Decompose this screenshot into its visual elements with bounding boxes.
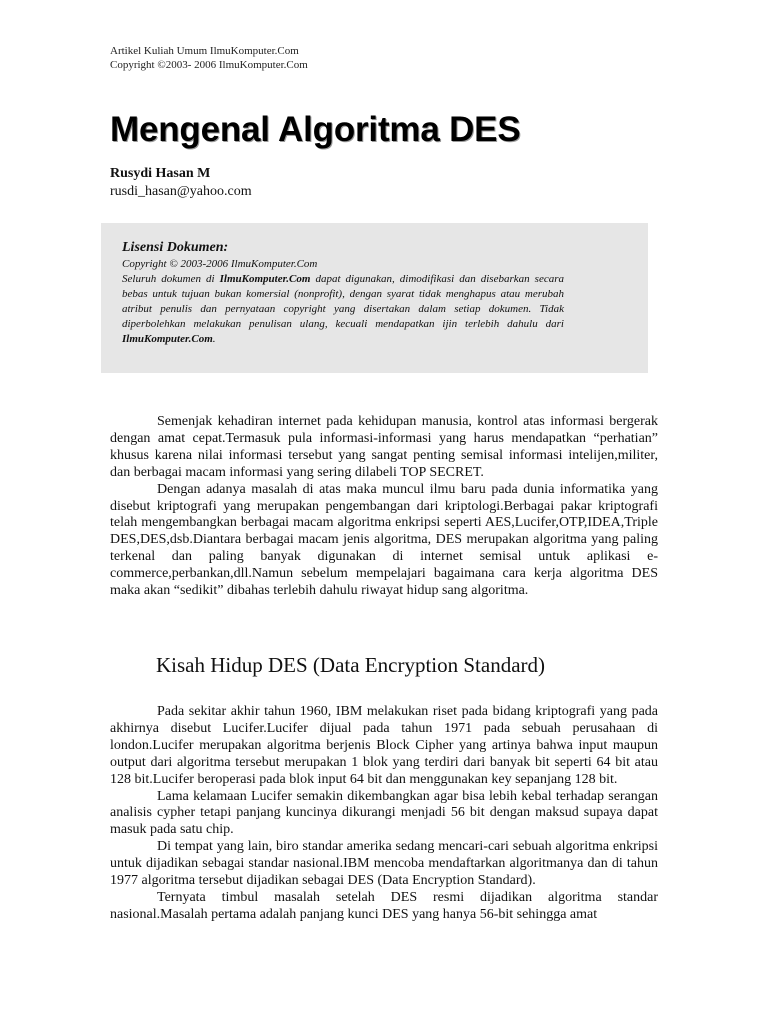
section-paragraph-3: Di tempat yang lain, biro standar amerika sedang mencari-cari sebuah algoritma enkripsi untuk dijadikan sebagai standar nasional.IBM mencoba mendaftarkan algoritmanya dan di tahun 1977 algoritma tersebut dijadikan sebagai DES (Data Encryption Standard). — [110, 839, 658, 889]
intro-section — [110, 414, 658, 600]
license-text-part: Seluruh dokumen di — [122, 273, 220, 285]
header-line-2: Copyright ©2003- 2006 IlmuKomputer.Com — [110, 59, 308, 71]
author-name: Rusydi Hasan M — [110, 166, 211, 181]
author-email: rusdi_hasan@yahoo.com — [110, 184, 252, 199]
intro-paragraph-1: Semenjak kehadiran internet pada kehidupan manusia, kontrol atas informasi bergerak dengan amat cepat.Termasuk pula informasi-informasi yang harus mendapatkan “perhatian” khusus karena nilai informasi tersebut yang sangat penting semisal informasi intelijen,militer, dan berbagai macam informasi yang sering dilabeli TOP SECRET. — [110, 414, 658, 480]
license-box — [101, 223, 648, 373]
section-heading: Kisah Hidup DES (Data Encryption Standard) — [156, 653, 546, 677]
license-brand-2: IlmuKomputer.Com — [122, 333, 213, 345]
article-title: Mengenal Algoritma DES — [110, 110, 521, 149]
license-brand-1: IlmuKomputer.Com — [219, 273, 311, 285]
intro-paragraph-2: Dengan adanya masalah di atas maka muncul ilmu baru pada dunia informatika yang disebut kriptografi yang merupakan pengembangan dari kriptologi.Berbagai pakar kriptografi telah mengembangkan berbagai macam algoritma enkripsi seperti AES,Lucifer,OTP,IDEA,Triple DES,DES,dsb.Diantara berbagai macam jenis algoritma, DES merupakan algoritma yang paling terkenal dan paling banyak digunakan di internet semisal untuk aplikasi e-commerce,perbankan,dll.Namun sebelum mempelajari bagaimana cara kerja algoritma DES maka akan “sedikit” dibahas terlebih dahulu riwayat hidup sang algoritma. — [110, 481, 658, 599]
header-line-1: Artikel Kuliah Umum IlmuKomputer.Com — [110, 45, 299, 57]
license-title: Lisensi Dokumen: — [122, 240, 229, 255]
author-block — [110, 165, 252, 201]
license-text — [122, 272, 564, 347]
section-paragraph-1: Pada sekitar akhir tahun 1960, IBM melakukan riset pada bidang kriptografi yang pada akhirnya disebut Lucifer.Lucifer dijual pada tahun 1971 pada sebuah perusahaan di london.Lucifer merupakan algoritma berjenis Block Cipher yang artinya bahwa input maupun output dari algoritma tersebut merupakan 1 blok yang terdiri dari banyak bit seperti 64 bit atau 128 bit.Lucifer beroperasi pada blok input 64 bit dan menggunakan key sepanjang 128 bit. — [110, 704, 658, 787]
license-text-part: dapat digunakan, dimodifikasi dan disebarkan secara bebas untuk tujuan bukan komersial (nonprofit), dengan syarat tidak menghapus atau merubah atribut penulis dan pernyataan copyright yang disertakan dalam setiap dokumen. Tidak diperbolehkan melakukan penulisan ulang, kecuali mendapatkan ijin terlebih dahulu dari — [122, 273, 565, 330]
page-header — [110, 44, 308, 72]
section-paragraph-2: Lama kelamaan Lucifer semakin dikembangkan agar bisa lebih kebal terhadap serangan analisis cypher tetapi panjang kuncinya dikurangi menjadi 56 bit dengan maksud supaya dapat masuk pada satu chip. — [110, 788, 658, 838]
section-body — [110, 704, 658, 924]
section-paragraph-4: Ternyata timbul masalah setelah DES resmi dijadikan algoritma standar nasional.Masalah pertama adalah panjang kunci DES yang hanya 56-bit sehingga amat — [110, 889, 658, 922]
license-text-part: . — [212, 333, 216, 345]
license-copyright: Copyright © 2003-2006 IlmuKomputer.Com — [122, 258, 318, 270]
